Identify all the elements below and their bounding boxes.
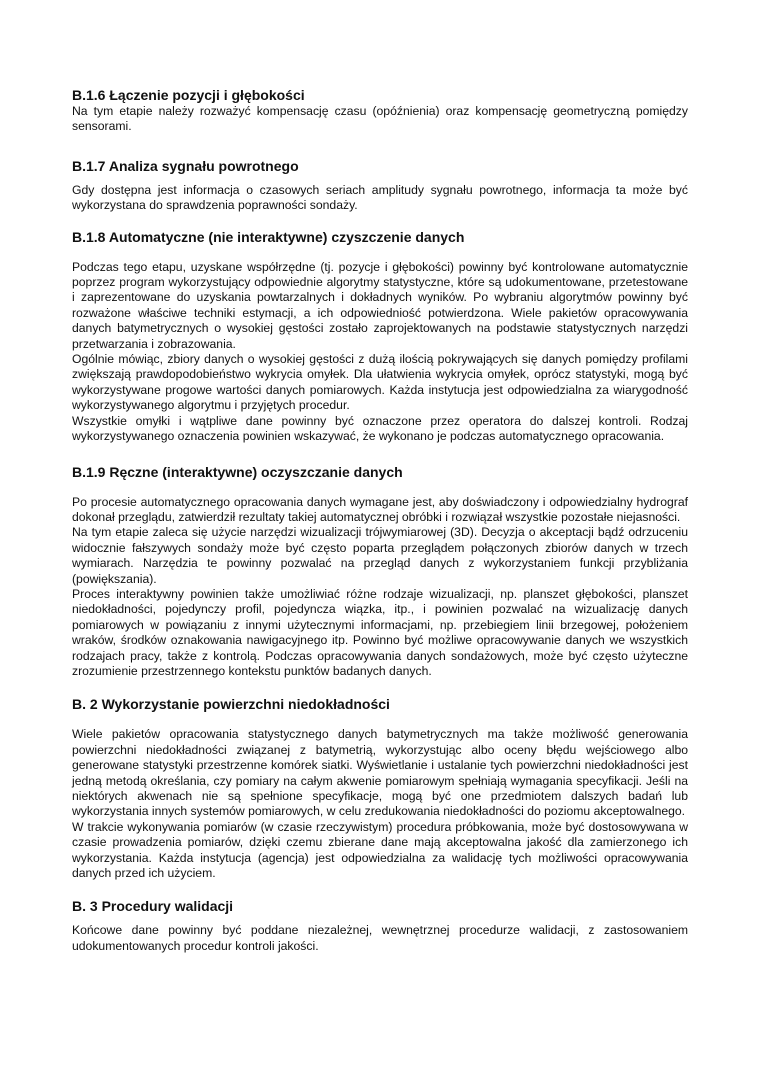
paragraph: Proces interaktywny powinien także umożliwiać różne rodzaje wizualizacji, np. planszet głębokości, planszet niedokładności, pojedynczy profil, pojedyncza wiązka, itp., i powinien pozwalać na wizualizację danych pomiarowych w powiązaniu z innymi użytecznymi informacjami, np. przebiegiem linii brzegowej, położeniem wraków, środków oznakowania nawigacyjnego itp. Powinno być możliwe opracowywanie danych we wszystkich rodzajach pracy, także z kontrolą. Podczas opracowywania danych sondażowych, może być często użyteczne zrozumienie przestrzennego kontekstu punktów badanych danych. [72, 586, 688, 678]
section-b-1-9 [72, 463, 688, 680]
paragraph: Końcowe dane powinny być poddane niezależnej, wewnętrznej procedurze walidacji, z zastosowaniem udokumentowanych procedur kontroli jakości. [72, 923, 688, 953]
section-heading: B. 2 Wykorzystanie powierzchni niedokładności [72, 696, 390, 713]
section-b-1-6 [72, 86, 688, 135]
section-b-1-8 [72, 228, 688, 445]
paragraph: Wiele pakietów opracowania statystycznego danych batymetrycznych ma także możliwość generowania powierzchni niedokładności związanej z batymetrią, wykorzystując albo oceny błędu wejściowego albo generowane statystyki przestrzenne komórek siatki. Wyświetlanie i ustalanie tych powierzchni niedokładności jest jedną metodą określania, czy pomiary na całym akwenie pomiarowym spełniają wymagania specyfikacji. Jeśli na niektórych akwenach nie są spełnione specyfikacje, mogą być one przedmiotem dalszych badań lub wykorzystania innych systemów pomiarowych, w celu zredukowania niedokładności do poziomu akceptowalnego. [72, 727, 688, 819]
paragraph: W trakcie wykonywania pomiarów (w czasie rzeczywistym) procedura próbkowania, może być dostosowywana w czasie prowadzenia pomiarów, dzięki czemu zbierane dane mają akceptowalna jakość dla zamierzonego ich wykorzystania. Każda instytucja (agencja) jest odpowiedzialna za walidację tych możliwości opracowywania danych przed ich użyciem. [72, 819, 688, 881]
paragraph: Podczas tego etapu, uzyskane współrzędne (tj. pozycje i głębokości) powinny być kontrolowane automatycznie poprzez program wykorzystujący odpowiednie algorytmy statystyczne, które są udokumentowane, przetestowane i zaprezentowane do uzyskania powtarzalnych i dokładnych wyników. Po wybraniu algorytmów powinny być rozważone właściwe techniki estymacji, a ich odpowiedniość potwierdzona. Wiele pakietów opracowywania danych batymetrycznych o wysokiej gęstości zostało zaprojektowanych na podstawie statystycznych narzędzi przetwarzania i zobrazowania. [72, 259, 688, 351]
section-heading: B.1.9 Ręczne (interaktywne) oczyszczanie danych [72, 463, 403, 480]
section-b-1-7 [72, 157, 688, 214]
section-heading: B.1.6 Łączenie pozycji i głębokości [72, 87, 305, 103]
paragraph: Gdy dostępna jest informacja o czasowych seriach amplitudy sygnału powrotnego, informacja ta może być wykorzystana do sprawdzenia poprawności sondaży. [72, 182, 688, 213]
section-b-3 [72, 897, 688, 954]
paragraph: Po procesie automatycznego opracowania danych wymagane jest, aby doświadczony i odpowiedzialny hydrograf dokonał przeglądu, zatwierdził rezultaty takiej automatycznej obróbki i rozwiązał wszystkie pozostałe niejasności. [72, 494, 688, 524]
paragraph: Na tym etapie zaleca się użycie narzędzi wizualizacji trójwymiarowej (3D). Decyzja o akceptacji bądź odrzuceniu widocznie fałszywych sondaży może być często poparta przeglądem połączonych zbiorów danych w trzech wymiarach. Narzędzia te powinny pozwalać na przegląd danych z wykorzystaniem funkcji przybliżania (powiększania). [72, 525, 688, 586]
document-page [72, 86, 688, 954]
paragraph: Na tym etapie należy rozważyć kompensację czasu (opóźnienia) oraz kompensację geometryczną pomiędzy sensorami. [72, 104, 688, 134]
section-heading: B. 3 Procedury walidacji [72, 898, 234, 915]
section-heading: B.1.8 Automatyczne (nie interaktywne) czyszczenie danych [72, 228, 465, 245]
paragraph: Wszystkie omyłki i wątpliwe dane powinny być oznaczone przez operatora do dalszej kontroli. Rodzaj wykorzystywanego oznaczenia powinien wskazywać, że wykonano je podczas automatycznego opracowania. [72, 413, 688, 444]
section-heading: B.1.7 Analiza sygnału powrotnego [72, 157, 299, 174]
section-b-2 [72, 695, 688, 881]
paragraph: Ogólnie mówiąc, zbiory danych o wysokiej gęstości z dużą ilością pokrywających się danych pomiędzy profilami zwiększają prawdopodobieństwo wykrycia omyłek. Dla ułatwienia wykrycia omyłek, oprócz statystyki, mogą być wykorzystywane progowe wartości danych pomiarowych. Każda instytucja jest odpowiedzialna za wiarygodność wykorzystywanego algorytmu i przyjętych procedur. [72, 352, 688, 413]
